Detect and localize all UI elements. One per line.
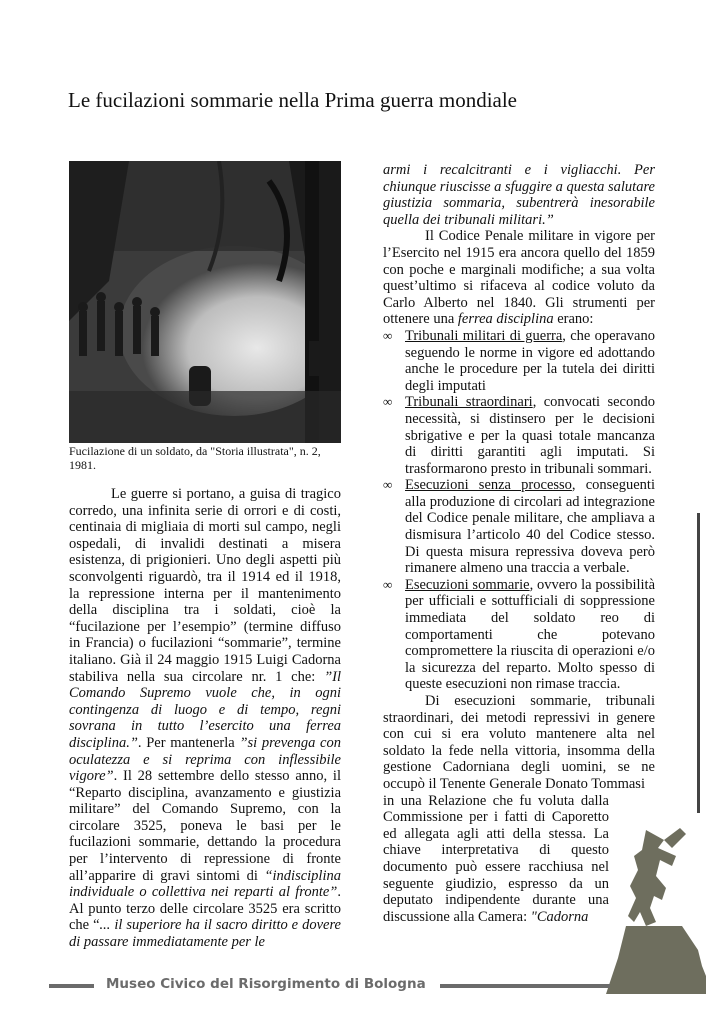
list-item (383, 477, 655, 577)
text-span: in una Relazione che fu voluta dalla Commissione per i fatti di Caporetto ed allegata agli atti della stessa. La chiave interpretativa di questo documento può essere racchiusa nel seguente giudizio, espresso da un deputato indipendente durante una discussione alla Camera: (383, 792, 609, 925)
page-title: Le fucilazioni sommarie nella Prima guerra mondiale (68, 88, 517, 112)
list-term: Tribunali straordinari (405, 394, 533, 411)
infinity-bullet-icon: ∞ (383, 327, 393, 343)
text-span: erano: (553, 311, 594, 328)
photo-image (69, 161, 341, 443)
emphasis-ferrea-disciplina: ferrea disciplina (457, 311, 554, 328)
list-term: Tribunali militari di guerra (405, 327, 563, 344)
photo-caption: Fucilazione di un soldato, da "Storia illustrata", n. 2, 1981. (69, 444, 321, 472)
list-text: , che operavano seguendo le norme in vigore ed adottando anche le procedure per la tutela dei diritti degli imputati (405, 327, 655, 394)
text-span: . Per mantenerla (137, 734, 240, 751)
statue-graphic (606, 826, 706, 994)
text-span: Le guerre si portano, a guisa di tragico corredo, una infinita serie di orrori e di costi, centinaia di migliaia di morti sul campo, negli ospedali, di invalidi destinati a misera esistenza, di prigionieri. Uno degli aspetti più sconvolgenti riguardò, tra il 1914 ed il 1918, la repressione interna per il mantenimento della disciplina tra i soldati, cioè la “fucilazione per l’esempio” (termine diffuso in Francia) o fucilazioni “sommarie”, termine italiano. Già il 24 maggio 1915 Luigi Cadorna stabiliva nella sua circolare nr. 1 che: (69, 486, 341, 685)
text-span: . Il 28 settembre dello stesso anno, il “Reparto disciplina, avanzamento e giustizia militare” del Comando Supremo, con la circolare 3525, poneva le basi per le fucilazioni sommarie, dettando la procedura per l’intervento di repressione di fronte all’apparire di gravi sintomi di (69, 768, 341, 884)
quote-circolare-3525: ... il superiore ha il sacro diritto e dovere di passare immediatamente per le (69, 917, 341, 951)
photo-soldiers-in-woods (69, 161, 341, 443)
list-term: Esecuzioni senza processo (405, 477, 572, 494)
left-column (69, 486, 341, 951)
right-column (383, 162, 655, 925)
text-span: Il Codice Penale militare in vigore per l’Esercito nel 1915 era ancora quello del 1859 con poche e marginali modifiche; a sua volta quest’ultimo si rifaceva al codice voluto da Carlo Alberto nel 1840. Gli strumenti per ottenere una (383, 228, 655, 328)
side-divider (697, 513, 700, 813)
quote-cadorna: "Cadorna (530, 908, 589, 925)
list-text: , convocati secondo necessità, si distinsero per le decisioni sbrigative e per la quasi totale mancanza di diritti garantiti agli imputati. Si trasformarono presto in tribunali sommari. (405, 394, 655, 477)
infinity-bullet-icon: ∞ (383, 576, 393, 592)
footer-line-right (440, 984, 610, 988)
intro-paragraph (69, 486, 341, 951)
list-term: Esecuzioni sommarie (405, 576, 530, 593)
infinity-bullet-icon: ∞ (383, 477, 393, 493)
quote-cadorna-discipline: ”Il Comando Supremo vuole che, in ogni contingenza di luogo e di tempo, regni sovrana in tutto l’esercito una ferrea disciplina.” (69, 668, 341, 751)
infinity-bullet-icon: ∞ (383, 394, 393, 410)
footer-museum-name: Museo Civico del Risorgimento di Bologna (106, 976, 426, 992)
monument-statue-icon (606, 826, 706, 994)
quote-repression: ”si prevenga con oculatezza e si reprima con inflessibile vigore” (69, 734, 341, 785)
instruments-list (383, 328, 655, 693)
list-item (383, 394, 655, 477)
quote-text: armi i recalcitranti e i vigliacchi. Per chiunque riuscisse a sfuggire a questa salutare giustizia sommaria, subentrerà inesorabile quella dei tribunali militari.” (383, 162, 655, 228)
footer-line-left (49, 984, 94, 988)
quote-continuation (383, 162, 655, 228)
text-span: . Al punto terzo delle circolare 3525 era scritto che “ (69, 884, 341, 934)
list-text: , ovvero la possibilità per ufficiali e sottufficiali di soppressione immediata del soldato reo di comportamenti che potevano compromettere la riuscita di operazioni e/o la sicurezza del reparto. Molto spesso di queste esecuzioni non rimase traccia. (405, 576, 656, 693)
codice-penale-paragraph (383, 228, 655, 328)
list-text: , conseguenti alla produzione di circolari ad integrazione del Codice penale militare, che ampliava a dismisura l’articolo 40 del Codice stesso. Di questa misura repressiva doveva però rimanere almeno una traccia a verbale. (405, 477, 655, 577)
list-item (383, 328, 655, 394)
tommasi-paragraph: Di esecuzioni sommarie, tribunali straordinari, dei metodi repressivi in genere con cui si era voluto mantenere alta nel soldato la fede nella vittoria, insomma della gestione Cadorniana degli uomini, se ne occupò il Tenente Generale Donato Tommasi (383, 693, 655, 792)
list-item (383, 577, 655, 693)
relazione-paragraph (383, 793, 609, 926)
quote-indiscipline: “indisciplina individuale o collettiva nei reparti al fronte” (69, 867, 341, 901)
